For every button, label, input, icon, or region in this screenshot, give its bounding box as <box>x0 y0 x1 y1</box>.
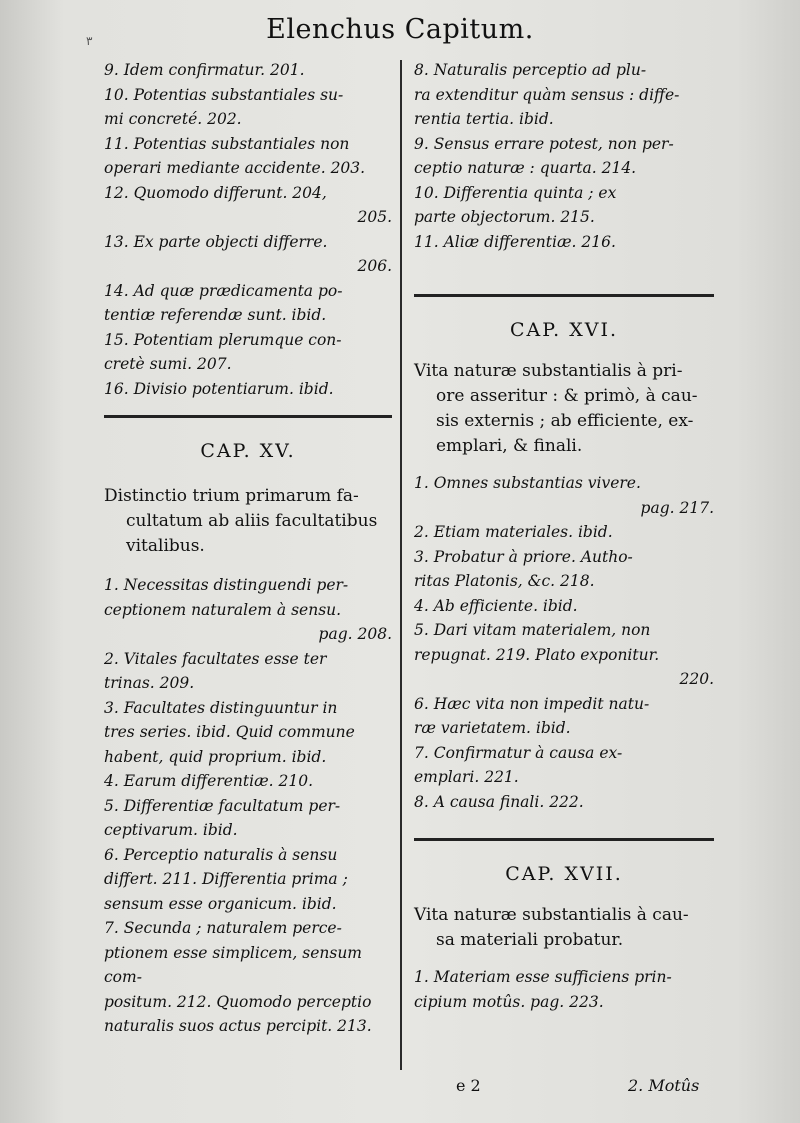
index-entry <box>104 58 392 83</box>
entry-line: rentia tertia. ibid. <box>414 110 554 128</box>
summary-line: Distinctio trium primarum fa- <box>104 486 359 506</box>
index-entry <box>104 181 392 230</box>
entry-line: habent, quid proprium. ibid. <box>104 747 327 766</box>
entry-line: ritas Platonis, &c. 218. <box>414 572 595 590</box>
index-entry <box>414 471 714 520</box>
signature-mark: e 2 <box>456 1076 481 1095</box>
summary-line: Vita naturæ substantialis à pri- <box>414 361 683 381</box>
right-column <box>414 58 714 1014</box>
right-top-entries <box>414 58 714 254</box>
index-entry <box>414 692 714 741</box>
index-entry <box>104 573 392 647</box>
summary-line: sis externis ; ab efficiente, ex- <box>436 411 694 431</box>
entry-line: ptionem esse simplicem, sensum com- <box>104 943 362 986</box>
summary-line: sa materiali probatur. <box>436 930 624 950</box>
entry-line: ceptio naturæ : quarta. 214. <box>414 159 637 177</box>
entry-line: 8. A causa finali. 222. <box>414 792 584 811</box>
entry-line: naturalis suos actus percipit. 213. <box>104 1017 372 1035</box>
page-title: Elenchus Capitum. <box>266 14 534 45</box>
entry-line: 4. Earum differentiæ. 210. <box>104 772 314 790</box>
index-entry <box>104 328 392 377</box>
entry-line: ceptivarum. ibid. <box>104 821 238 839</box>
index-entry <box>414 790 714 815</box>
index-entry <box>104 843 392 917</box>
index-entry <box>414 132 714 181</box>
entry-line: 11. Potentias substantiales non <box>104 134 350 153</box>
entry-line: ra extenditur quàm sensus : diffe- <box>414 85 680 104</box>
chapter-summary-xvii <box>414 903 714 953</box>
entry-line: 1. Materiam esse sufficiens prin- <box>414 968 672 986</box>
entry-line: 9. Idem confirmatur. 201. <box>104 61 305 79</box>
entry-line: cipium motûs. pag. 223. <box>414 992 604 1011</box>
entry-line: sensum esse organicum. ibid. <box>104 894 337 913</box>
entry-line: positum. 212. Quomodo perceptio <box>104 992 372 1011</box>
entry-line: emplari. 221. <box>414 768 519 786</box>
right-entries-xvi <box>414 471 714 814</box>
entry-line: 16. Divisio potentiarum. ibid. <box>104 379 334 398</box>
entry-line: 8. Naturalis perceptio ad plu- <box>414 61 647 79</box>
entry-line: 1. Necessitas distinguendi per- <box>104 576 349 594</box>
entry-line: 220. <box>679 670 714 688</box>
entry-line: 2. Vitales facultates esse ter <box>104 649 327 668</box>
index-entry <box>414 181 714 230</box>
index-entry <box>104 696 392 770</box>
index-entry <box>104 230 392 279</box>
index-entry <box>104 794 392 843</box>
entry-line: ceptionem naturalem à sensu. <box>104 600 342 619</box>
entry-line: 2. Etiam materiales. ibid. <box>414 523 613 541</box>
index-entry <box>414 58 714 132</box>
chapter-summary-xvi <box>414 359 714 459</box>
entry-line: pag. 217. <box>640 498 714 517</box>
entry-line: 6. Perceptio naturalis à sensu <box>104 845 338 864</box>
entry-line: repugnat. 219. Plato exponitur. <box>414 645 660 664</box>
right-entries-xvii <box>414 965 714 1014</box>
entry-line: 1. Omnes substantias vivere. <box>414 474 641 492</box>
entry-line: 5. Differentiæ facultatum per- <box>104 796 341 815</box>
entry-line: 7. Secunda ; naturalem perce- <box>104 919 342 937</box>
left-column <box>104 58 392 1039</box>
index-entry <box>104 647 392 696</box>
index-entry <box>104 769 392 794</box>
index-entry <box>414 965 714 1014</box>
summary-line: cultatum ab aliis facultatibus <box>126 511 378 531</box>
left-top-entries <box>104 58 392 401</box>
index-entry <box>104 377 392 402</box>
index-entry <box>414 520 714 545</box>
catchword: 2. Motûs <box>628 1076 700 1095</box>
chapter-summary-xv <box>104 484 392 559</box>
entry-line: 6. Hæc vita non impedit natu- <box>414 694 650 713</box>
entry-line: 15. Potentiam plerumque con- <box>104 330 342 349</box>
entry-line: 10. Differentia quinta ; ex <box>414 183 617 202</box>
index-entry <box>414 618 714 692</box>
entry-line: operari mediante accidente. 203. <box>104 159 366 177</box>
entry-line: ræ varietatem. ibid. <box>414 719 571 737</box>
index-entry <box>414 594 714 619</box>
entry-line: 3. Probatur à priore. Autho- <box>414 547 633 566</box>
entry-line: 3. Facultates distinguuntur in <box>104 698 338 717</box>
index-entry <box>414 545 714 594</box>
entry-line: 7. Confirmatur à causa ex- <box>414 743 623 762</box>
entry-line: 10. Potentias substantiales su- <box>104 85 344 104</box>
summary-line: Vita naturæ substantialis à cau- <box>414 905 689 925</box>
entry-line: 205. <box>357 208 392 226</box>
index-entry <box>104 279 392 328</box>
index-entry <box>104 83 392 132</box>
entry-line: differt. 211. Differentia prima ; <box>104 870 348 888</box>
left-chapter-entries <box>104 573 392 1039</box>
entry-line: 4. Ab efficiente. ibid. <box>414 596 578 615</box>
entry-line: 13. Ex parte objecti differre. <box>104 232 328 251</box>
entry-line: 5. Dari vitam materialem, non <box>414 621 651 639</box>
summary-line: emplari, & finali. <box>436 436 583 456</box>
entry-line: tentiæ referendæ sunt. ibid. <box>104 306 327 324</box>
entry-line: mi concreté. 202. <box>104 110 242 128</box>
entry-line: 11. Aliæ differentiæ. 216. <box>414 232 616 251</box>
entry-line: cretè sumi. 207. <box>104 355 232 373</box>
summary-line: ore asseritur : & primò, à cau- <box>436 386 698 406</box>
entry-line: 9. Sensus errare potest, non per- <box>414 134 674 153</box>
index-entry <box>414 230 714 255</box>
index-entry <box>104 132 392 181</box>
page-mark: ٣ <box>86 34 93 48</box>
entry-line: 14. Ad quæ prædicamenta po- <box>104 281 343 300</box>
entry-line: 206. <box>357 257 392 275</box>
chapter-heading-xvi: CAP. XVI. <box>509 319 619 341</box>
chapter-heading-xvii: CAP. XVII. <box>505 863 623 885</box>
entry-line: pag. 208. <box>318 625 392 643</box>
entry-line: 12. Quomodo differunt. 204, <box>104 183 327 202</box>
entry-line: parte objectorum. 215. <box>414 208 595 226</box>
summary-line: vitalibus. <box>126 536 205 556</box>
index-entry <box>414 741 714 790</box>
index-entry <box>104 916 392 1039</box>
column-divider <box>400 60 402 1070</box>
entry-line: tres series. ibid. Quid commune <box>104 723 355 741</box>
entry-line: trinas. 209. <box>104 674 195 692</box>
chapter-heading-xv: CAP. XV. <box>200 440 296 462</box>
